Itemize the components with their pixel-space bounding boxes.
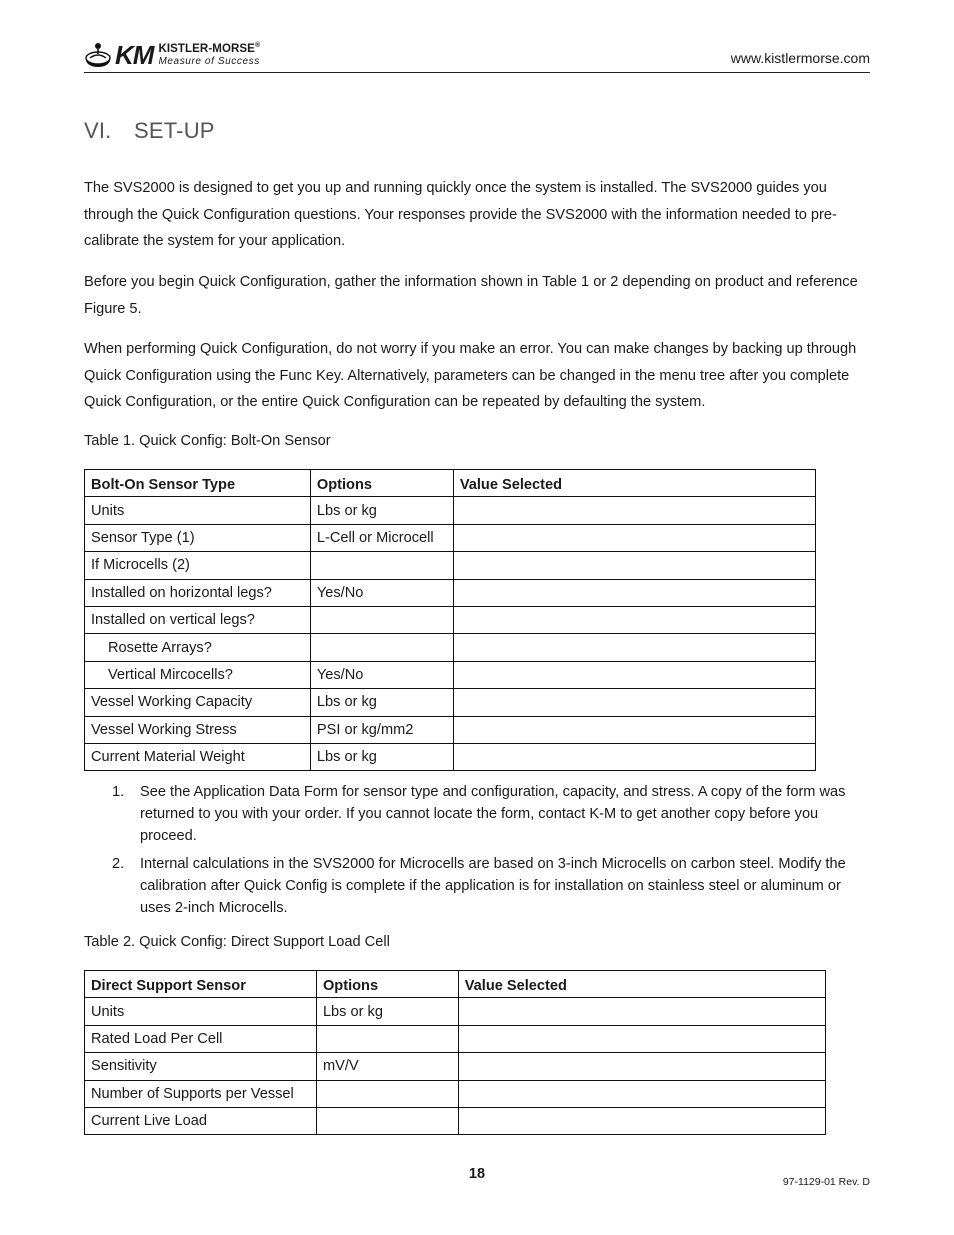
table-row bbox=[85, 579, 816, 606]
page-header bbox=[84, 38, 870, 73]
table-cell: Installed on vertical legs? bbox=[85, 606, 311, 633]
table-cell bbox=[310, 634, 453, 661]
website-url: www.kistlermorse.com bbox=[730, 50, 870, 66]
table-cell: Rosette Arrays? bbox=[85, 634, 311, 661]
table-cell bbox=[316, 1107, 458, 1134]
table-row bbox=[85, 998, 826, 1025]
column-header: Bolt-On Sensor Type bbox=[85, 470, 311, 497]
value-selected-cell bbox=[453, 579, 815, 606]
table-cell: Sensor Type (1) bbox=[85, 524, 311, 551]
value-selected-cell bbox=[453, 552, 815, 579]
table-row bbox=[85, 1107, 826, 1134]
section-title bbox=[84, 118, 215, 144]
table-cell: Lbs or kg bbox=[310, 497, 453, 524]
table-cell: Installed on horizontal legs? bbox=[85, 579, 311, 606]
list-item bbox=[112, 782, 872, 847]
value-selected-cell bbox=[453, 743, 815, 770]
note-number: 1. bbox=[112, 784, 125, 800]
value-selected-cell bbox=[453, 689, 815, 716]
table-row bbox=[85, 743, 816, 770]
table-cell: Yes/No bbox=[310, 661, 453, 688]
table-notes bbox=[112, 782, 872, 927]
table-cell bbox=[316, 1025, 458, 1052]
table-cell: PSI or kg/mm2 bbox=[310, 716, 453, 743]
table-row bbox=[85, 606, 816, 633]
table-row bbox=[85, 497, 816, 524]
table1-caption: Table 1. Quick Config: Bolt-On Sensor bbox=[84, 433, 331, 449]
direct-support-load-cell-table bbox=[84, 970, 826, 1135]
table-cell: Lbs or kg bbox=[310, 689, 453, 716]
value-selected-cell bbox=[453, 606, 815, 633]
bolt-on-sensor-table bbox=[84, 469, 816, 771]
table-cell: Units bbox=[85, 497, 311, 524]
value-selected-cell bbox=[453, 661, 815, 688]
intro-paragraph: The SVS2000 is designed to get you up and running quickly once the system is installed. The SVS2000 guides you through the Quick Configuration questions. Your responses provide the SVS2000 with the information needed to pre-calibrate the system for your application. bbox=[84, 180, 837, 250]
table-cell bbox=[316, 1080, 458, 1107]
table-cell: Yes/No bbox=[310, 579, 453, 606]
table-header-row bbox=[85, 470, 816, 497]
document-revision: 97-1129-01 Rev. D bbox=[782, 1176, 870, 1188]
section-heading: SET-UP bbox=[134, 118, 215, 143]
table-cell bbox=[310, 606, 453, 633]
value-selected-cell bbox=[458, 998, 825, 1025]
table-cell bbox=[310, 552, 453, 579]
table-cell: L-Cell or Microcell bbox=[310, 524, 453, 551]
note-text: See the Application Data Form for sensor type and configuration, capacity, and stress. A copy of the form was returned to you with your order. If you cannot locate the form, contact K-M to get another copy before you proceed. bbox=[140, 784, 846, 844]
table-cell: Current Material Weight bbox=[85, 743, 311, 770]
value-selected-cell bbox=[453, 497, 815, 524]
table-header-row bbox=[85, 971, 826, 998]
note-number: 2. bbox=[112, 856, 125, 873]
column-header: Options bbox=[310, 470, 453, 497]
table-row bbox=[85, 716, 816, 743]
column-header: Direct Support Sensor bbox=[85, 971, 317, 998]
scale-logo-icon bbox=[84, 40, 112, 70]
table-cell: Vessel Working Stress bbox=[85, 716, 311, 743]
column-header: Options bbox=[316, 971, 458, 998]
table-cell: Sensitivity bbox=[85, 1053, 317, 1080]
value-selected-cell bbox=[458, 1107, 825, 1134]
table-row bbox=[85, 661, 816, 688]
column-header: Value Selected bbox=[453, 470, 815, 497]
table-row bbox=[85, 1025, 826, 1052]
list-item bbox=[112, 854, 872, 919]
error-handling-paragraph: When performing Quick Configuration, do not worry if you make an error. You can make changes by backing up through Quick Configuration using the Func Key. Alternatively, parameters can be changed in the menu tree after you complete Quick Configuration, or the entire Quick Configuration can be repeated by defaulting the system. bbox=[84, 341, 857, 411]
table-cell: If Microcells (2) bbox=[85, 552, 311, 579]
kistler-morse-logo bbox=[84, 38, 260, 71]
value-selected-cell bbox=[453, 524, 815, 551]
page-number: 18 bbox=[468, 1166, 486, 1182]
value-selected-cell bbox=[453, 716, 815, 743]
value-selected-cell bbox=[458, 1080, 825, 1107]
table-row bbox=[85, 524, 816, 551]
table-row bbox=[85, 1080, 826, 1107]
section-number: VI. bbox=[84, 118, 112, 143]
note-text: Internal calculations in the SVS2000 for Microcells are based on 3-inch Microcells on carbon steel. Modify the calibration after Quick Config is complete if the application is for installation on stainless steel or aluminum or uses 2-inch Microcells. bbox=[140, 856, 846, 916]
table-cell: Lbs or kg bbox=[316, 998, 458, 1025]
table-cell: Number of Supports per Vessel bbox=[85, 1080, 317, 1107]
column-header: Value Selected bbox=[458, 971, 825, 998]
table-row bbox=[85, 552, 816, 579]
table-row bbox=[85, 689, 816, 716]
table-cell: Vessel Working Capacity bbox=[85, 689, 311, 716]
logo-tagline: Measure of Success bbox=[158, 55, 260, 67]
table2-caption: Table 2. Quick Config: Direct Support Load Cell bbox=[84, 934, 390, 950]
value-selected-cell bbox=[458, 1025, 825, 1052]
table-cell: mV/V bbox=[316, 1053, 458, 1080]
table-row bbox=[85, 1053, 826, 1080]
logo-monogram: KM bbox=[115, 39, 154, 70]
table-cell: Lbs or kg bbox=[310, 743, 453, 770]
value-selected-cell bbox=[458, 1053, 825, 1080]
table-cell: Units bbox=[85, 998, 317, 1025]
table-cell: Rated Load Per Cell bbox=[85, 1025, 317, 1052]
table-cell: Current Live Load bbox=[85, 1107, 317, 1134]
gather-info-paragraph: Before you begin Quick Configuration, gather the information shown in Table 1 or 2 depending on product and reference Figure 5. bbox=[84, 274, 858, 317]
logo-brand-name: KISTLER-MORSE® bbox=[158, 42, 261, 56]
value-selected-cell bbox=[453, 634, 815, 661]
table-row bbox=[85, 634, 816, 661]
table-cell: Vertical Mircocells? bbox=[85, 661, 311, 688]
